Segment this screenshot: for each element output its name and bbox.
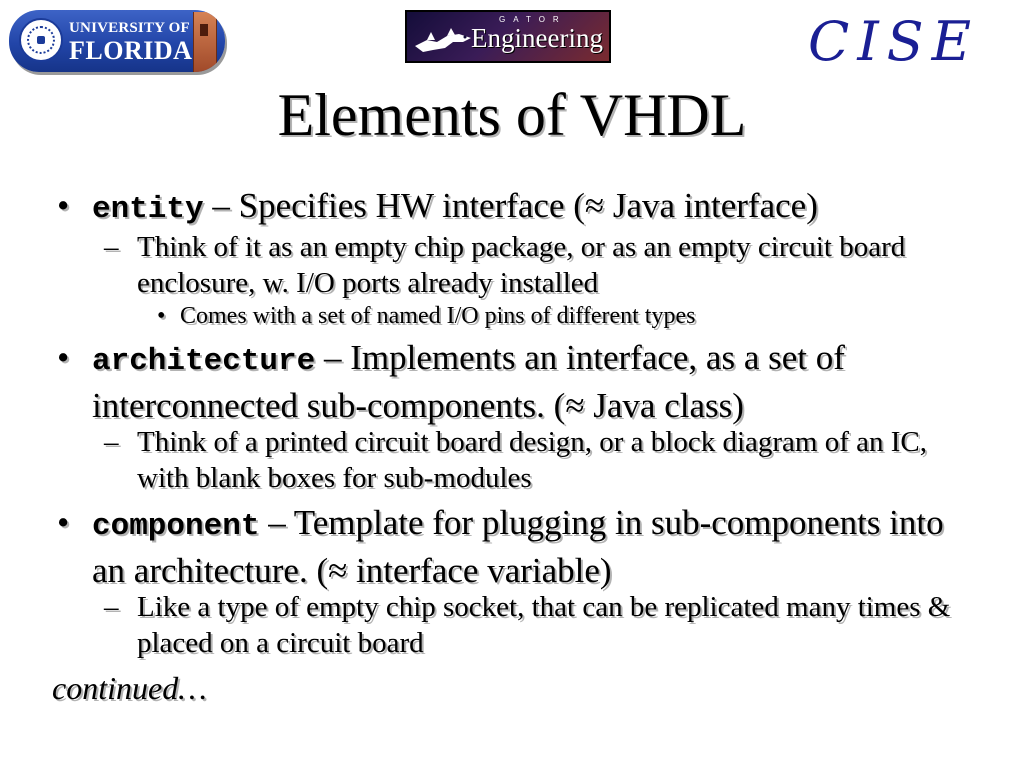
sub-bullet-entity	[104, 229, 984, 301]
university-logo-line2: FLORIDA	[69, 36, 193, 65]
bullet-component	[57, 501, 962, 593]
dash-marker: –	[104, 426, 119, 458]
bullet-entity-text: – Specifies HW interface (≈ Java interface)	[203, 186, 818, 225]
dash-marker: –	[104, 591, 119, 623]
bullet-entity	[57, 184, 962, 232]
dash-marker: –	[104, 231, 119, 263]
sub-bullet-component	[104, 589, 984, 661]
gator-logo-small-text: GATOR	[499, 15, 567, 24]
bullet-marker: •	[57, 186, 70, 225]
sub-sub-bullet-entity-text: Comes with a set of named I/O pins of different types	[180, 303, 696, 329]
gator-logo-main-text: Engineering	[471, 23, 603, 53]
sub-bullet-architecture-text: Think of a printed circuit board design, or a block diagram of an IC, with blank boxes for sub-modules	[137, 426, 928, 494]
cise-logo-text: CISE	[808, 10, 980, 73]
keyword-entity: entity	[92, 192, 204, 227]
bullet-architecture	[57, 336, 962, 428]
sub-bullet-component-text: Like a type of empty chip socket, that can be replicated many times & placed on a circuit board	[137, 591, 951, 659]
small-bullet-marker: •	[157, 303, 166, 329]
sub-sub-bullet-entity	[157, 302, 1017, 330]
bullet-architecture-text: – Implements an interface, as a set of interconnected sub-components. (≈ Java class)	[92, 338, 845, 425]
sub-bullet-entity-text: Think of it as an empty chip package, or as an empty circuit board enclosure, w. I/O ports already installed	[137, 231, 906, 299]
sub-bullet-architecture	[104, 424, 984, 496]
keyword-architecture: architecture	[92, 344, 316, 379]
continued-note: continued…	[52, 670, 207, 706]
university-logo-line1: UNIVERSITY OF	[69, 20, 190, 36]
slide-title: Elements of VHDL	[277, 82, 747, 148]
keyword-component: component	[92, 509, 260, 544]
bullet-marker: •	[57, 503, 70, 542]
bullet-marker: •	[57, 338, 70, 377]
bullet-component-text: – Template for plugging in sub-components into an architecture. (≈ interface variable)	[92, 503, 944, 590]
